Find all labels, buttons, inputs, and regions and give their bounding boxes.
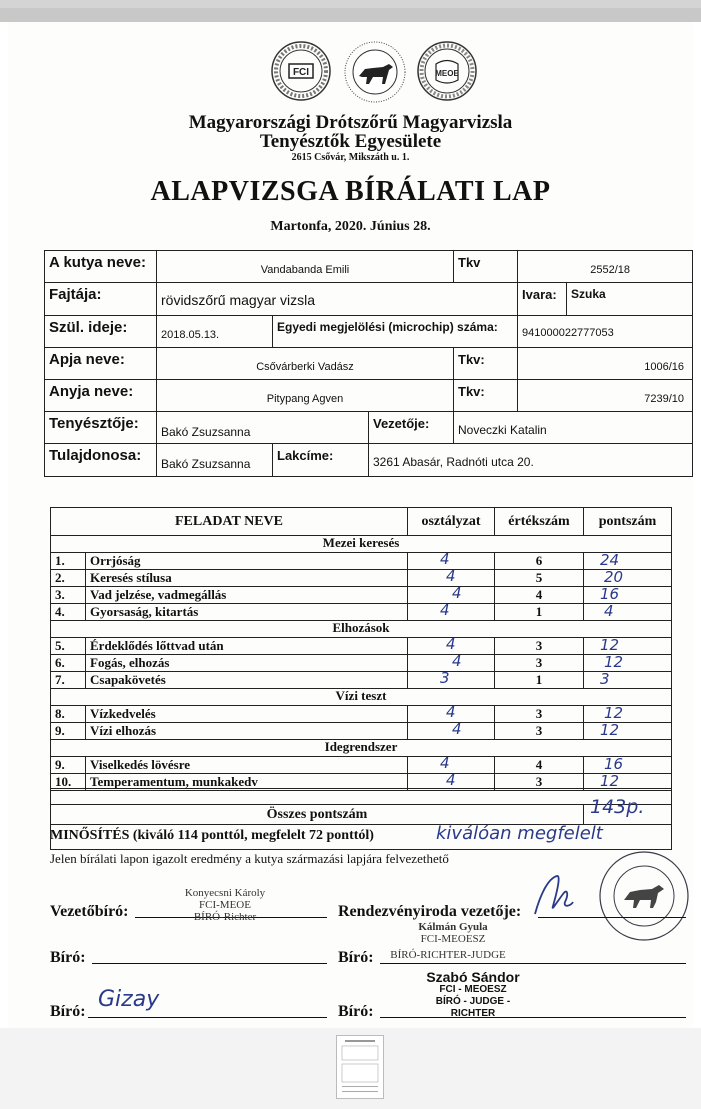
owner-address-label: Lakcíme: (272, 443, 369, 477)
task-grade-cell (407, 722, 495, 740)
task-task-cell: Orrjóság (85, 552, 408, 570)
total-value: 143p. (590, 796, 645, 818)
dog-name-label: A kutya neve: (44, 250, 157, 283)
sire-tkv-value: 1006/16 (517, 347, 693, 380)
task-task-cell: Temperamentum, munkakedv (85, 773, 408, 791)
task-points-cell (583, 671, 672, 689)
judge1-label: Bíró: (50, 949, 86, 966)
header-value: értékszám (494, 507, 584, 536)
task-points-cell (583, 569, 672, 587)
org-office-signature (527, 872, 577, 922)
task-num-cell: 2. (50, 569, 86, 587)
head-judge-stamp-org: FCI-MEOE (199, 899, 251, 911)
task-grade-handwritten: 4 (446, 771, 456, 789)
task-points-handwritten: 12 (604, 704, 624, 722)
task-num-cell: 8. (50, 705, 86, 723)
dog-name-value: Vandabanda Emili (156, 250, 454, 283)
task-grade-handwritten: 4 (446, 567, 456, 585)
task-grade-cell (407, 603, 495, 621)
task-num-cell: 10. (50, 773, 86, 791)
task-grade-handwritten: 3 (440, 669, 450, 687)
handler-label: Vezetője: (368, 411, 454, 444)
chip-label: Egyedi megjelölési (microchip) száma: (272, 315, 518, 348)
head-judge-label: Vezetőbíró: (50, 903, 129, 920)
org-address: 2615 Csővár, Mikszáth u. 1. (291, 152, 410, 163)
task-points-handwritten: 16 (604, 755, 624, 773)
task-num-cell: 9. (50, 722, 86, 740)
task-task-cell: Viselkedés lövésre (85, 756, 408, 774)
meoe-logo-icon (416, 40, 478, 102)
task-points-cell (583, 705, 672, 723)
judge2-stamp (413, 970, 533, 1020)
task-points-cell (583, 637, 672, 655)
head-judge-stamp (170, 887, 280, 923)
task-num-cell: 9. (50, 756, 86, 774)
org-office-label: Rendezvényiroda vezetője: (338, 903, 522, 920)
task-grade-handwritten: 4 (440, 601, 450, 619)
sire-value: Csővárberki Vadász (156, 347, 454, 380)
judge3-line (88, 1017, 327, 1018)
task-points-cell (583, 603, 672, 621)
task-value-cell: 3 (494, 773, 584, 791)
task-grade-cell (407, 654, 495, 672)
tkv-value: 2552/18 (517, 250, 693, 283)
task-value-cell: 4 (494, 586, 584, 604)
org-name-line2: Tenyésztők Egyesülete (259, 131, 442, 152)
task-value-cell: 6 (494, 552, 584, 570)
dob-label: Szül. ideje: (44, 315, 157, 348)
chip-value: 941000022777053 (517, 315, 693, 348)
total-label: Összes pontszám (50, 804, 584, 825)
breed-label: Fajtája: (44, 282, 157, 316)
footnote: Jelen bírálati lapon igazolt eredmény a kutya származási lapjára felvezethető (50, 851, 449, 866)
task-value-cell: 3 (494, 637, 584, 655)
dam-value: Pitypang Agven (156, 379, 454, 412)
task-points-cell (583, 586, 672, 604)
task-task-cell: Érdeklődés lőttvad után (85, 637, 408, 655)
tkv-label: Tkv (453, 250, 518, 283)
section-label: Vízi teszt (335, 688, 387, 703)
page-thumbnail[interactable] (336, 1035, 384, 1099)
dog-emblem-icon (343, 40, 407, 104)
task-grade-handwritten: 4 (446, 703, 456, 721)
place-date: Martonfa, 2020. Június 28. (270, 219, 431, 234)
task-value-cell: 3 (494, 705, 584, 723)
task-grade-handwritten: 4 (452, 584, 462, 602)
header-task: FELADAT NEVE (50, 507, 408, 536)
task-points-handwritten: 4 (604, 602, 614, 620)
task-num-cell: 5. (50, 637, 86, 655)
task-points-cell (583, 722, 672, 740)
section-label: Mezei keresés (322, 535, 400, 550)
task-task-cell: Csapakövetés (85, 671, 408, 689)
header-grade: osztályzat (407, 507, 495, 536)
owner-value: Bakó Zsuzsanna (156, 443, 273, 477)
owner-label: Tulajdonosa: (44, 443, 157, 477)
dam-tkv-value: 7239/10 (517, 379, 693, 412)
task-grade-cell (407, 586, 495, 604)
task-value-cell: 3 (494, 722, 584, 740)
task-num-cell: 3. (50, 586, 86, 604)
fci-logo-text: FCI (292, 67, 310, 78)
header-points: pontszám (583, 507, 672, 536)
fci-logo-icon (270, 40, 332, 102)
judge2-line (380, 963, 686, 964)
org-office-stamp-org: FCI-MEOESZ (420, 933, 486, 945)
sire-tkv-label: Tkv: (453, 347, 518, 380)
task-num-cell: 6. (50, 654, 86, 672)
judge2-stamp-org: FCI - MEOESZ (439, 984, 507, 995)
owner-address-value: 3261 Abasár, Radnóti utca 20. (368, 443, 693, 477)
task-points-handwritten: 12 (600, 636, 620, 654)
task-points-handwritten: 12 (604, 653, 624, 671)
task-value-cell: 5 (494, 569, 584, 587)
task-points-handwritten: 16 (600, 585, 620, 603)
task-points-handwritten: 24 (600, 551, 620, 569)
task-points-handwritten: 12 (600, 772, 620, 790)
judge1-line (92, 963, 327, 964)
section-label: Idegrendszer (324, 739, 398, 754)
window-top-bar-strip (0, 8, 701, 22)
task-task-cell: Fogás, elhozás (85, 654, 408, 672)
judge3-signature: Gizay (98, 987, 160, 1012)
org-name-line1: Magyarországi Drótszőrű Magyarvizsla (188, 112, 513, 133)
task-points-cell (583, 552, 672, 570)
org-office-stamp-name: Kálmán Gyula (418, 921, 488, 933)
judge2-stamp-title: BÍRÓ - JUDGE - RICHTER (435, 996, 511, 1019)
task-value-cell: 1 (494, 603, 584, 621)
sire-label: Apja neve: (44, 347, 157, 380)
task-grade-handwritten: 4 (452, 652, 462, 670)
task-points-handwritten: 12 (600, 721, 620, 739)
task-value-cell: 1 (494, 671, 584, 689)
judge2-stamp-name: Szabó Sándor (426, 969, 520, 985)
dam-tkv-label: Tkv: (453, 379, 518, 412)
spacer-row (50, 788, 672, 805)
task-task-cell: Gyorsaság, kitartás (85, 603, 408, 621)
sex-label: Ivara: (517, 282, 567, 316)
rating-label: MINŐSÍTÉS (kiváló 114 ponttól, megfelelt 72 ponttól) (50, 828, 374, 843)
task-task-cell: Vad jelzése, vadmegállás (85, 586, 408, 604)
task-points-handwritten: 3 (600, 670, 610, 688)
logo-row (270, 40, 480, 110)
rating-value: kiválóan megfelelt (436, 823, 603, 844)
org-office-stamp (398, 921, 508, 945)
task-points-handwritten: 20 (604, 568, 624, 586)
task-grade-handwritten: 4 (446, 635, 456, 653)
page-thumbnail-icon (337, 1036, 383, 1098)
task-value-cell: 3 (494, 654, 584, 672)
breeder-value: Bakó Zsuzsanna (156, 411, 369, 444)
task-num-cell: 4. (50, 603, 86, 621)
judge3-label: Bíró: (50, 1003, 86, 1020)
judge4-line (380, 1017, 686, 1018)
task-points-cell (583, 654, 672, 672)
task-num-cell: 7. (50, 671, 86, 689)
task-num-cell: 1. (50, 552, 86, 570)
breed-value: rövidszőrű magyar vizsla (156, 282, 518, 316)
task-task-cell: Vízkedvelés (85, 705, 408, 723)
task-points-cell (583, 756, 672, 774)
judge2-upper-stamp: BÍRÓ-RICHTER-JUDGE (390, 949, 506, 961)
judge2-label: Bíró: (338, 949, 374, 966)
dob-value: 2018.05.13. (156, 315, 273, 348)
document-title: ALAPVIZSGA BÍRÁLATI LAP (150, 176, 551, 207)
head-judge-stamp-name: Konyecsni Károly (184, 887, 266, 899)
task-value-cell: 4 (494, 756, 584, 774)
task-grade-handwritten: 4 (440, 550, 450, 568)
task-grade-handwritten: 4 (452, 720, 462, 738)
judge4-label: Bíró: (338, 1003, 374, 1020)
window-top-bar (0, 0, 701, 22)
sex-value: Szuka (566, 282, 693, 316)
breeder-label: Tenyésztője: (44, 411, 157, 444)
task-grade-handwritten: 4 (440, 754, 450, 772)
meoe-logo-text: MEOE (435, 69, 459, 78)
dam-label: Anyja neve: (44, 379, 157, 412)
section-label: Elhozások (332, 620, 390, 635)
club-stamp-icon (596, 848, 692, 944)
handler-value: Noveczki Katalin (453, 411, 693, 444)
task-task-cell: Keresés stílusa (85, 569, 408, 587)
task-task-cell: Vízi elhozás (85, 722, 408, 740)
head-judge-stamp-title: BÍRÓ-Richter (193, 911, 257, 923)
task-grade-cell (407, 671, 495, 689)
